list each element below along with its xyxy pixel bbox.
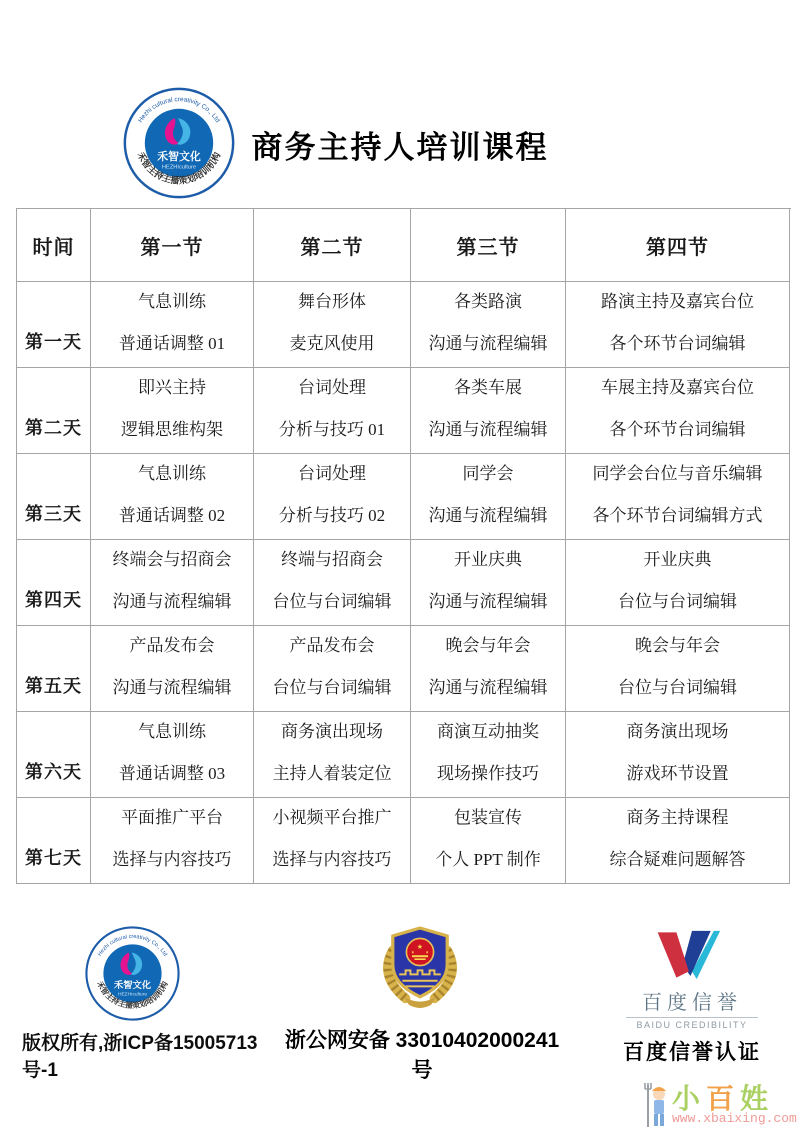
course-line2: 主持人着装定位	[272, 764, 392, 784]
baidu-credibility-icon	[653, 926, 731, 984]
course-cell	[566, 798, 790, 884]
day-cell: 第一天	[17, 282, 91, 368]
col-header-time: 时间	[17, 209, 91, 282]
course-line2: 选择与内容技巧	[112, 850, 232, 870]
table-row	[17, 712, 791, 798]
table-row	[17, 282, 791, 368]
col-header-session3: 第三节	[411, 209, 566, 282]
farmer-mascot-icon	[644, 1081, 670, 1131]
course-line2: 游戏环节设置	[626, 764, 729, 784]
table-row	[17, 798, 791, 884]
course-line1: 终端与招商会	[281, 550, 383, 569]
watermark-char: 百	[706, 1083, 741, 1114]
course-line1: 产品发布会	[129, 636, 215, 655]
col-header-session2: 第二节	[254, 209, 411, 282]
course-cell	[91, 626, 254, 712]
baidu-credibility-cn: 百度信誉	[626, 986, 758, 1018]
course-line1: 终端会与招商会	[112, 550, 232, 569]
course-line2: 沟通与流程编辑	[112, 678, 232, 698]
day-cell: 第六天	[17, 712, 91, 798]
table-row	[17, 626, 791, 712]
baidu-credibility-block[interactable]	[612, 926, 772, 1066]
course-line2: 各个环节台词编辑	[609, 420, 746, 440]
course-line2: 逻辑思维构架	[121, 420, 223, 440]
police-badge-icon	[372, 918, 468, 1018]
course-line2: 台位与台词编辑	[618, 678, 737, 698]
course-line1: 即兴主持	[138, 378, 206, 397]
baidu-credibility-en: BAIDU CREDIBILITY	[636, 1020, 748, 1030]
course-cell	[566, 454, 790, 540]
course-line2: 沟通与流程编辑	[428, 678, 548, 698]
course-line1: 商务主持课程	[626, 808, 729, 827]
course-line2: 普通话调整 02	[118, 506, 226, 526]
course-line2: 分析与技巧 02	[278, 506, 386, 526]
day-cell: 第七天	[17, 798, 91, 884]
police-record-link[interactable]: 浙公网安备 33010402000241号	[284, 1029, 560, 1082]
course-cell	[566, 282, 790, 368]
course-line1: 气息训练	[138, 722, 206, 741]
course-cell	[254, 454, 411, 540]
baidu-cert-label: 百度信誉认证	[623, 1041, 761, 1064]
xbaixing-watermark[interactable]	[644, 1077, 796, 1135]
course-line2: 各个环节台词编辑	[609, 334, 746, 354]
course-line1: 车展主持及嘉宾台位	[601, 378, 754, 397]
course-cell	[566, 712, 790, 798]
day-cell: 第三天	[17, 454, 91, 540]
course-line1: 路演主持及嘉宾台位	[601, 292, 754, 311]
course-line2: 各个环节台词编辑方式	[592, 506, 763, 526]
course-line1: 商务演出现场	[281, 722, 383, 741]
course-line2: 沟通与流程编辑	[428, 506, 548, 526]
course-line1: 晚会与年会	[445, 636, 531, 655]
course-line1: 各类路演	[454, 292, 522, 311]
course-line2: 个人 PPT 制作	[435, 850, 541, 870]
course-cell	[254, 368, 411, 454]
course-cell	[411, 712, 566, 798]
course-cell	[566, 626, 790, 712]
course-cell	[254, 282, 411, 368]
course-cell	[566, 540, 790, 626]
course-cell	[411, 454, 566, 540]
course-cell	[254, 798, 411, 884]
course-line1: 小视频平台推广	[272, 808, 392, 827]
icp-record-link[interactable]: 版权所有,浙ICP备15005713号-1	[22, 1033, 258, 1081]
course-cell	[91, 798, 254, 884]
course-line1: 同学会台位与音乐编辑	[592, 464, 763, 483]
course-line1: 商务演出现场	[626, 722, 729, 741]
page-title: 商务主持人培训课程	[251, 130, 549, 165]
course-line2: 选择与内容技巧	[272, 850, 392, 870]
table-header-row	[17, 209, 791, 282]
course-cell	[91, 540, 254, 626]
watermark-char: 姓	[740, 1083, 775, 1114]
course-line1: 包装宣传	[454, 808, 522, 827]
course-line2: 麦克风使用	[289, 334, 375, 354]
table-row	[17, 540, 791, 626]
col-header-session1: 第一节	[91, 209, 254, 282]
course-line2: 普通话调整 03	[118, 764, 226, 784]
course-cell	[91, 282, 254, 368]
col-header-session4: 第四节	[566, 209, 790, 282]
course-cell	[411, 282, 566, 368]
course-line1: 晚会与年会	[635, 636, 720, 655]
course-cell	[411, 368, 566, 454]
course-cell	[254, 712, 411, 798]
course-line1: 各类车展	[454, 378, 522, 397]
day-cell: 第五天	[17, 626, 91, 712]
course-line2: 现场操作技巧	[437, 764, 539, 784]
course-cell	[411, 540, 566, 626]
watermark-char: 小	[672, 1083, 707, 1114]
course-cell	[91, 368, 254, 454]
course-line2: 沟通与流程编辑	[428, 334, 548, 354]
table-row	[17, 454, 791, 540]
course-line1: 开业庆典	[454, 550, 522, 569]
course-line2: 台位与台词编辑	[272, 678, 392, 698]
course-line1: 平面推广平台	[121, 808, 223, 827]
course-line1: 台词处理	[298, 464, 366, 483]
course-line1: 开业庆典	[643, 550, 712, 569]
course-line1: 台词处理	[298, 378, 366, 397]
course-line1: 舞台形体	[298, 292, 366, 311]
course-cell	[254, 540, 411, 626]
course-line1: 同学会	[462, 464, 514, 483]
course-cell	[91, 712, 254, 798]
course-cell	[411, 626, 566, 712]
course-line2: 沟通与流程编辑	[428, 420, 548, 440]
course-line2: 台位与台词编辑	[618, 592, 737, 612]
course-line1: 产品发布会	[289, 636, 375, 655]
course-cell	[566, 368, 790, 454]
course-cell	[411, 798, 566, 884]
day-cell: 第四天	[17, 540, 91, 626]
course-line2: 普通话调整 01	[118, 334, 226, 354]
course-line2: 分析与技巧 01	[278, 420, 386, 440]
course-schedule-table	[16, 208, 791, 884]
day-cell: 第二天	[17, 368, 91, 454]
course-cell	[91, 454, 254, 540]
course-line2: 沟通与流程编辑	[428, 592, 548, 612]
table-row	[17, 368, 791, 454]
course-line1: 气息训练	[138, 464, 206, 483]
course-line2: 沟通与流程编辑	[112, 592, 232, 612]
course-line1: 气息训练	[138, 292, 206, 311]
course-cell	[254, 626, 411, 712]
watermark-url: www.xbaixing.com	[672, 1111, 797, 1126]
hezhi-logo-footer	[84, 925, 181, 1022]
course-line2: 综合疑难问题解答	[609, 850, 746, 870]
course-line2: 台位与台词编辑	[272, 592, 392, 612]
course-line1: 商演互动抽奖	[437, 722, 539, 741]
